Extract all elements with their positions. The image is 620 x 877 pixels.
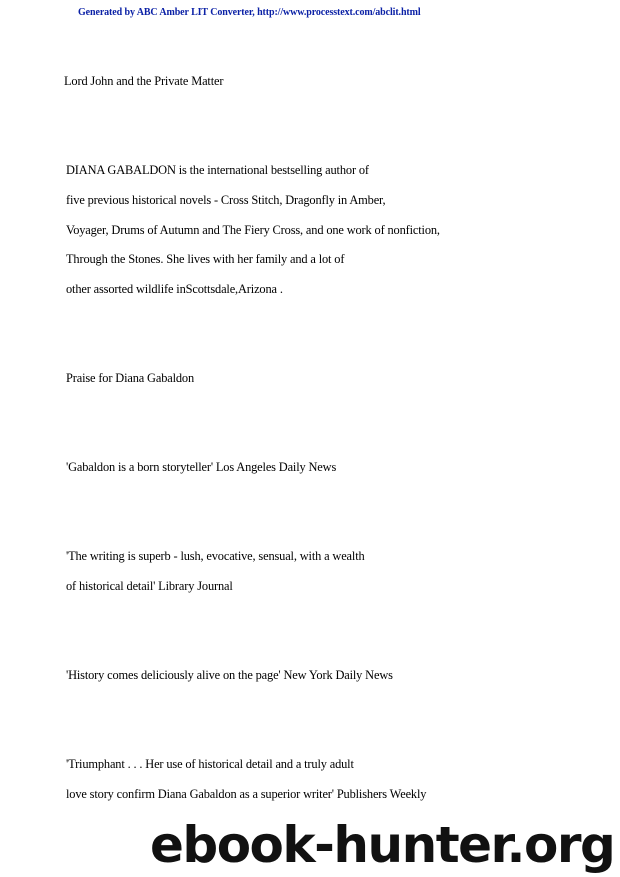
bio-line: other assorted wildlife inScottsdale,Arizona . <box>66 282 283 296</box>
praise-heading: Praise for Diana Gabaldon <box>66 371 195 385</box>
watermark-text: ebook-hunter.org <box>150 816 615 874</box>
book-title: Lord John and the Private Matter <box>64 74 224 88</box>
bio-line: Through the Stones. She lives with her family and a lot of <box>66 252 345 266</box>
praise-quote-line: 'The writing is superb - lush, evocative, sensual, with a wealth <box>66 549 365 563</box>
praise-quote-line: 'History comes deliciously alive on the page' New York Daily News <box>66 668 393 682</box>
bio-line: Voyager, Drums of Autumn and The Fiery Cross, and one work of nonfiction, <box>66 223 440 237</box>
converter-header-link[interactable]: Generated by ABC Amber LIT Converter, http://www.processtext.com/abclit.html <box>78 7 421 18</box>
praise-quote-line: of historical detail' Library Journal <box>66 579 233 593</box>
praise-quote-line: love story confirm Diana Gabaldon as a superior writer' Publishers Weekly <box>66 787 427 801</box>
praise-quote-line: 'Triumphant . . . Her use of historical detail and a truly adult <box>66 757 354 771</box>
bio-line: DIANA GABALDON is the international bestselling author of <box>66 163 369 177</box>
bio-line: five previous historical novels - Cross Stitch, Dragonfly in Amber, <box>66 193 386 207</box>
praise-quote-line: 'Gabaldon is a born storyteller' Los Angeles Daily News <box>66 460 337 474</box>
